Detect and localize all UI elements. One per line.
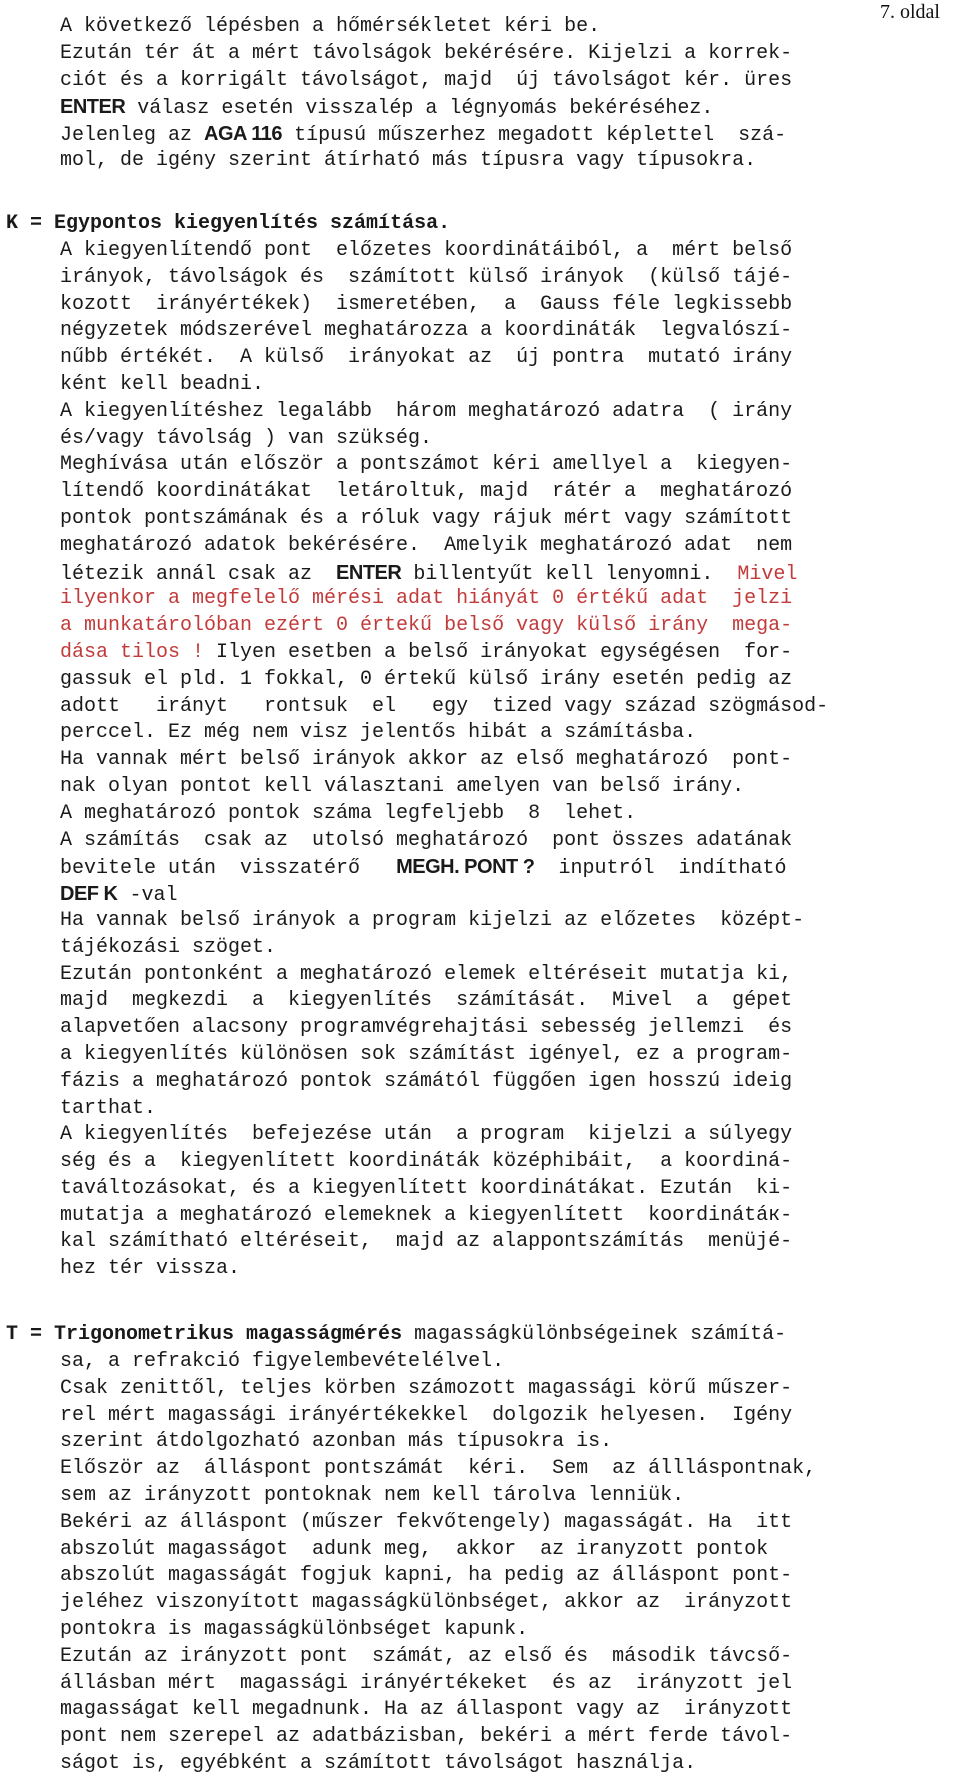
text-line (60, 41, 920, 68)
text-line (60, 988, 920, 1015)
line-text: taváltozásokat, és a kiegyenlített koordinátákat. Ezután ki- (60, 1176, 793, 1200)
line-text: nűbb értékét. A külső irányokat az új pontra mutató irány (60, 346, 793, 370)
line-text: adott irányt rontsuk el egy tized vagy század szögmásod- (60, 694, 829, 718)
text-line (60, 372, 920, 399)
text-line (60, 1751, 920, 1778)
text-line (6, 1322, 926, 1349)
line-text: hez tér vissza. (60, 1257, 241, 1281)
line-text: mutatja a meghatározó elemeknek a kiegyenlített koordinátáк- (60, 1203, 793, 1227)
text-line (60, 828, 920, 855)
line-text: típusú műszerhez megadott képlettel szá- (282, 124, 787, 148)
text-line (6, 211, 926, 238)
key-label: MEGH. PONT ? (396, 856, 535, 879)
text-line (60, 1537, 920, 1564)
section-t-body (60, 1349, 920, 1778)
text-line (60, 1671, 920, 1698)
line-text: meghatározó adatok bekérésére. Amelyik meghatározó adat nem (60, 533, 793, 557)
text-line (60, 720, 920, 747)
warning-text: Mivel (737, 562, 798, 586)
text-line (60, 148, 920, 175)
text-line (60, 1349, 920, 1376)
line-text: pontokra is magasságkülönbséget kapunk. (60, 1617, 529, 1641)
line-text: szerint átdolgozható azonban más típusokra is. (60, 1430, 613, 1454)
text-line (60, 586, 920, 613)
text-line (60, 1403, 920, 1430)
warning-text: dása tilos ! (60, 640, 205, 664)
text-line (60, 1483, 920, 1510)
line-text: jeléhez viszonyított magasságkülönbséget, akkor az irányzott (60, 1591, 793, 1615)
text-line (60, 962, 920, 989)
text-line (60, 1015, 920, 1042)
text-line (60, 667, 920, 694)
text-line (60, 265, 920, 292)
text-line (60, 908, 920, 935)
text-line (60, 292, 920, 319)
line-text: ciót és a korrigált távolságot, majd új távolságot kér. üres (60, 68, 793, 92)
key-label: ENTER (60, 96, 126, 119)
line-text: pontok pontszámának és a róluk vagy rájuk mért vagy számított (60, 506, 793, 530)
text-line (60, 640, 920, 667)
page-number: 7. oldal (880, 1, 940, 23)
line-text: a kiegyenlítés különösen sok számítást igényel, ez a program- (60, 1042, 793, 1066)
text-line (60, 560, 920, 587)
text-line (60, 1096, 920, 1123)
line-text: kal számítható eltéréseit, majd az alappontszámítás menüjé- (60, 1230, 793, 1254)
line-text: majd megkezdi a kiegyenlítés számítását. Mivel a gépet (60, 989, 793, 1013)
line-text: A meghatározó pontok száma legfeljebb 8 lehet. (60, 801, 637, 825)
line-text: Ezután az irányzott pont számát, az első és második távcső- (60, 1644, 793, 1668)
section-k-body (60, 238, 920, 1283)
line-text: tájékozási szöget. (60, 935, 277, 959)
line-text: ség és a kiegyenlített koordináták középhibáit, a koordiná- (60, 1150, 793, 1174)
text-line (60, 1590, 920, 1617)
line-text: magasságkülönbségeinek számítá- (402, 1323, 787, 1346)
text-line (60, 774, 920, 801)
text-line (60, 1069, 920, 1096)
line-text: és/vagy távolság ) van szükség. (60, 426, 433, 450)
line-text: Bekéri az álláspont (műszer fekvőtengely) magasságát. Ha itt (60, 1510, 793, 1534)
text-line (60, 1229, 920, 1256)
line-text: gassuk el pld. 1 fokkal, 0 értekű külső irány esetén pedig az (60, 667, 793, 691)
line-text: Ilyen esetben a belső irányokat egységésen for- (204, 640, 793, 664)
line-text: Ha vannak mért belső irányok akkor az első meghatározó pont- (60, 748, 793, 772)
line-text: billentyűt kell lenyomni. (401, 562, 738, 586)
text-line (60, 1149, 920, 1176)
line-text: Csak zenittől, teljes körben számozott magassági körű műszer- (60, 1376, 793, 1400)
text-line (60, 533, 920, 560)
line-text: mol, de igény szerint átírható más típusra vagy típusokra. (60, 148, 757, 172)
bold-heading-text: T = Trigonometrikus magasságmérés (6, 1323, 403, 1346)
text-line (60, 452, 920, 479)
text-line (60, 68, 920, 95)
text-line (60, 935, 920, 962)
line-text: ként kell beadni. (60, 372, 265, 396)
line-text: A következő lépésben a hőmérsékletet kéri be. (60, 15, 601, 38)
section-t-heading (6, 1322, 926, 1349)
text-line (60, 1203, 920, 1230)
text-line (60, 881, 920, 908)
key-label: AGA 116 (204, 123, 283, 146)
key-label: ENTER (336, 561, 402, 584)
line-text: ságot is, egyébként a számított távolságot használja. (60, 1751, 697, 1775)
warning-text: a munkatárolóban ezért 0 értekű belső vagy külső irány mega- (60, 614, 793, 638)
line-text: abszolút magasságát fogjuk kapni, ha pedig az álláspont pont- (60, 1564, 793, 1588)
text-line (60, 1256, 920, 1283)
line-text: abszolút magasságot adunk meg, akkor az iranyzott pontok (60, 1537, 769, 1561)
key-label: DEF K (60, 883, 118, 906)
line-text: A kiegyenlítéshez legalább három meghatározó adatra ( irány (60, 399, 793, 423)
text-line (60, 318, 920, 345)
line-text: bevitele után visszatérő (60, 857, 397, 881)
line-text: állásban mért magassági irányértékeket és az irányzott jel (60, 1671, 793, 1695)
line-text: pont nem szerepel az adatbázisban, bekéri a mért ferde távol- (60, 1725, 793, 1749)
line-text: inputról indítható (534, 857, 787, 881)
bold-heading-text: K = Egypontos kiegyenlítés számítása. (6, 212, 451, 235)
line-text: magasságat kell megadnunk. Ha az állaspont vagy az irányzott (60, 1698, 793, 1722)
text-line (60, 1644, 920, 1671)
section-k-heading (6, 211, 926, 238)
line-text: rel mért magassági irányértékekkel dolgozik helyesen. Igény (60, 1403, 793, 1427)
line-text: -val (117, 884, 178, 908)
text-line (60, 694, 920, 721)
text-line (60, 14, 920, 41)
line-text: perccel. Ez még nem visz jelentős hibát a számításba. (60, 721, 697, 745)
line-text: Ezután pontonként a meghatározó elemek eltéréseit mutatja ki, (60, 962, 793, 986)
text-line (60, 1510, 920, 1537)
text-line (60, 94, 920, 121)
text-line (60, 613, 920, 640)
text-line (60, 1176, 920, 1203)
line-text: Ezután tér át a mért távolságok bekérésére. Kijelzi a korrek- (60, 41, 793, 65)
line-text: Meghívása után először a pontszámot kéri amellyel a kiegyen- (60, 453, 793, 477)
text-line (60, 506, 920, 533)
line-text: irányok, távolságok és számított külső irányok (külső tájé- (60, 265, 793, 289)
text-line (60, 1376, 920, 1403)
line-text: kozott irányértékek) ismeretében, a Gauss féle legkissebb (60, 292, 793, 316)
text-line (60, 1724, 920, 1751)
text-line (60, 1563, 920, 1590)
line-text: négyzetek módszerével meghatározza a koordináták legvalószí- (60, 319, 793, 343)
line-text: A kiegyenlítés befejezése után a program kijelzi a súlyegy (60, 1123, 793, 1147)
text-line (60, 747, 920, 774)
line-text: Először az álláspont pontszámát kéri. Sem az állláspontnak, (60, 1457, 817, 1481)
text-line (60, 399, 920, 426)
text-line (60, 345, 920, 372)
line-text: alapvetően alacsony programvégrehajtási sebesség jellemzi és (60, 1016, 793, 1040)
intro-paragraph (60, 14, 920, 175)
line-text: nak olyan pontot kell választani amelyen van belső irány. (60, 774, 745, 798)
line-text: A kiegyenlítendő pont előzetes koordinátáiból, a mért belső (60, 239, 793, 262)
text-line (60, 854, 920, 881)
line-text: sa, a refrakció figyelembevételélvel. (60, 1350, 505, 1373)
text-line (60, 801, 920, 828)
line-text: Jelenleg az (60, 124, 205, 148)
text-line (60, 1456, 920, 1483)
line-text: lítendő koordinátákat letároltuk, majd rátér a meghatározó (60, 480, 793, 504)
text-line (60, 121, 920, 148)
text-line (60, 1617, 920, 1644)
line-text: A számítás csak az utolsó meghatározó pont összes adatának (60, 828, 793, 852)
text-line (60, 1697, 920, 1724)
line-text: fázis a meghatározó pontok számától függően igen hosszú ideig (60, 1069, 793, 1093)
text-line (60, 1429, 920, 1456)
text-line (60, 479, 920, 506)
text-line (60, 1122, 920, 1149)
line-text: tarthat. (60, 1096, 157, 1120)
warning-text: ilyenkor a megfelelő mérési adat hiányát 0 értékű adat jelzi (60, 587, 793, 611)
line-text: válasz esetén visszalép a légnyomás bekéréséhez. (125, 97, 714, 121)
text-line (60, 1042, 920, 1069)
line-text: létezik annál csak az (60, 562, 337, 586)
text-line (60, 238, 920, 265)
line-text: Ha vannak belső irányok a program kijelzi az előzetes középt- (60, 908, 805, 932)
line-text: sem az irányzott pontoknak nem kell tárolva lenniük. (60, 1483, 685, 1507)
text-line (60, 426, 920, 453)
